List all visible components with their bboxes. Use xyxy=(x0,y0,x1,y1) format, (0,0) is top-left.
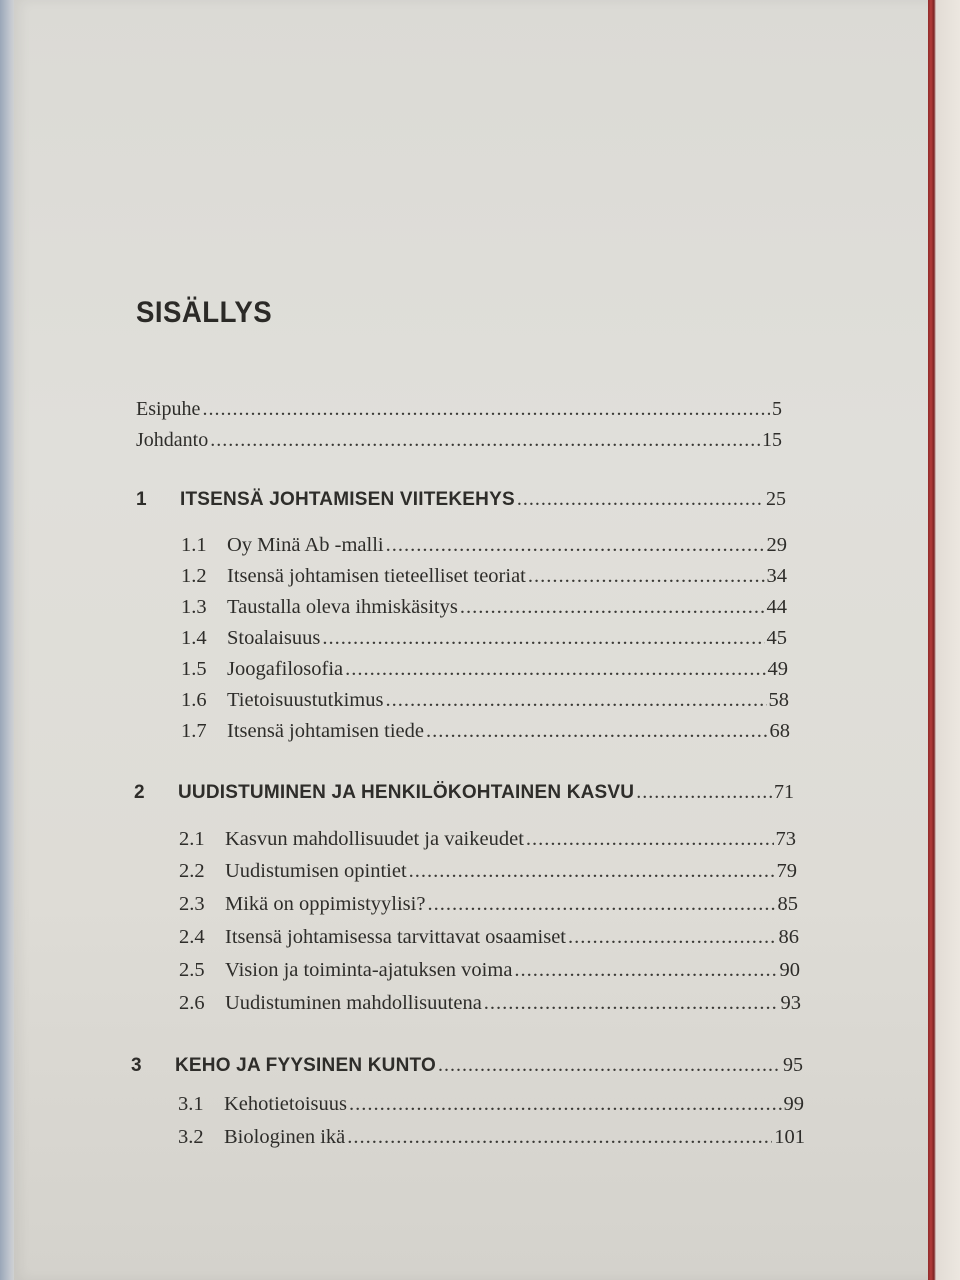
toc-section-1-1 xyxy=(181,534,787,557)
dot-leader xyxy=(484,992,779,1015)
section-title: Kasvun mahdollisuudet ja vaikeudet xyxy=(225,828,524,850)
section-number: 1.1 xyxy=(181,534,207,556)
toc-section-2-4 xyxy=(179,926,799,949)
section-page: 44 xyxy=(766,596,787,618)
dot-leader xyxy=(426,720,768,743)
section-title: Oy Minä Ab -malli xyxy=(227,534,384,556)
section-title: Itsensä johtamisessa tarvittavat osaamiset xyxy=(225,926,567,948)
section-page: 101 xyxy=(774,1126,805,1148)
section-number: 3.1 xyxy=(178,1093,204,1115)
page-title: SISÄLLYS xyxy=(136,296,273,329)
section-title: Uudistuminen mahdollisuutena xyxy=(225,992,482,1014)
chapter-number: 2 xyxy=(134,782,145,803)
dot-leader xyxy=(385,689,766,712)
section-page: 68 xyxy=(769,720,790,742)
section-title: Joogafilosofia xyxy=(227,658,344,680)
section-page: 79 xyxy=(776,860,797,882)
toc-chapter-2 xyxy=(134,781,794,804)
section-number: 2.5 xyxy=(179,959,205,981)
dot-leader xyxy=(349,1093,782,1116)
section-number: 3.2 xyxy=(178,1126,204,1148)
chapter-page: 95 xyxy=(783,1054,803,1076)
toc-entry-preface xyxy=(136,398,782,421)
dot-leader xyxy=(528,565,765,588)
dot-leader xyxy=(210,429,760,452)
toc-section-1-6 xyxy=(181,689,789,712)
section-title: Itsensä johtamisen tieteelliset teoriat xyxy=(227,565,526,587)
dot-leader xyxy=(202,398,770,421)
section-page: 90 xyxy=(779,959,800,981)
section-page: 29 xyxy=(766,534,787,556)
toc-section-2-6 xyxy=(179,992,801,1015)
section-number: 1.7 xyxy=(181,720,207,742)
section-number: 1.4 xyxy=(181,627,207,649)
section-title: Uudistumisen opintiet xyxy=(225,860,407,882)
toc-section-1-5 xyxy=(181,658,788,681)
section-page: 73 xyxy=(775,828,796,850)
section-number: 1.5 xyxy=(181,658,207,680)
toc-section-1-4 xyxy=(181,627,787,650)
dot-leader xyxy=(460,596,765,619)
chapter-page: 25 xyxy=(766,488,786,510)
section-title: Vision ja toiminta-ajatuksen voima xyxy=(225,959,513,981)
section-title: Mikä on oppimistyylisi? xyxy=(225,893,426,915)
dot-leader xyxy=(345,658,765,681)
dot-leader xyxy=(636,781,772,804)
section-page: 86 xyxy=(778,926,799,948)
dot-leader xyxy=(386,534,765,557)
section-number: 1.3 xyxy=(181,596,207,618)
section-title: Kehotietoisuus xyxy=(224,1093,347,1115)
dot-leader xyxy=(517,488,764,511)
toc-section-2-5 xyxy=(179,959,800,982)
chapter-number: 1 xyxy=(136,489,147,510)
toc-entry-page: 5 xyxy=(772,398,782,420)
dot-leader xyxy=(438,1054,781,1077)
chapter-title: KEHO JA FYYSINEN KUNTO xyxy=(175,1055,436,1076)
section-page: 45 xyxy=(766,627,787,649)
toc-entry-label: Johdanto xyxy=(136,429,209,451)
toc-section-2-2 xyxy=(179,860,797,883)
toc-entry-page: 15 xyxy=(762,429,782,451)
section-title: Stoalaisuus xyxy=(227,627,321,649)
section-page: 34 xyxy=(766,565,787,587)
section-number: 2.2 xyxy=(179,860,205,882)
toc-entry-label: Esipuhe xyxy=(136,398,201,420)
section-page: 58 xyxy=(768,689,789,711)
section-title: Tietoisuustutkimus xyxy=(227,689,384,711)
toc-section-1-3 xyxy=(181,596,787,619)
section-page: 85 xyxy=(777,893,798,915)
dot-leader xyxy=(514,959,777,982)
section-title: Biologinen ikä xyxy=(224,1126,346,1148)
toc-entry-introduction xyxy=(136,429,782,452)
toc-chapter-3 xyxy=(131,1054,803,1077)
toc-section-2-1 xyxy=(179,828,796,851)
section-number: 2.3 xyxy=(179,893,205,915)
section-page: 93 xyxy=(780,992,801,1014)
section-number: 1.2 xyxy=(181,565,207,587)
section-number: 1.6 xyxy=(181,689,207,711)
chapter-title: ITSENSÄ JOHTAMISEN VIITEKEHYS xyxy=(180,489,515,510)
dot-leader xyxy=(526,828,774,851)
dot-leader xyxy=(568,926,776,949)
dot-leader xyxy=(322,627,764,650)
section-number: 2.1 xyxy=(179,828,205,850)
chapter-page: 71 xyxy=(774,781,794,803)
section-page: 99 xyxy=(783,1093,804,1115)
dot-leader xyxy=(427,893,775,916)
chapter-number: 3 xyxy=(131,1055,142,1076)
toc-section-1-2 xyxy=(181,565,787,588)
section-title: Itsensä johtamisen tiede xyxy=(227,720,424,742)
toc-section-3-1 xyxy=(178,1093,804,1116)
toc-section-2-3 xyxy=(179,893,798,916)
toc-section-3-2 xyxy=(178,1126,805,1149)
dot-leader xyxy=(409,860,775,883)
section-title: Taustalla oleva ihmiskäsitys xyxy=(227,596,458,618)
dot-leader xyxy=(347,1126,772,1149)
toc-section-1-7 xyxy=(181,720,790,743)
section-number: 2.6 xyxy=(179,992,205,1014)
section-page: 49 xyxy=(767,658,788,680)
chapter-title: UUDISTUMINEN JA HENKILÖKOHTAINEN KASVU xyxy=(178,782,635,803)
toc-chapter-1 xyxy=(136,488,786,511)
section-number: 2.4 xyxy=(179,926,205,948)
